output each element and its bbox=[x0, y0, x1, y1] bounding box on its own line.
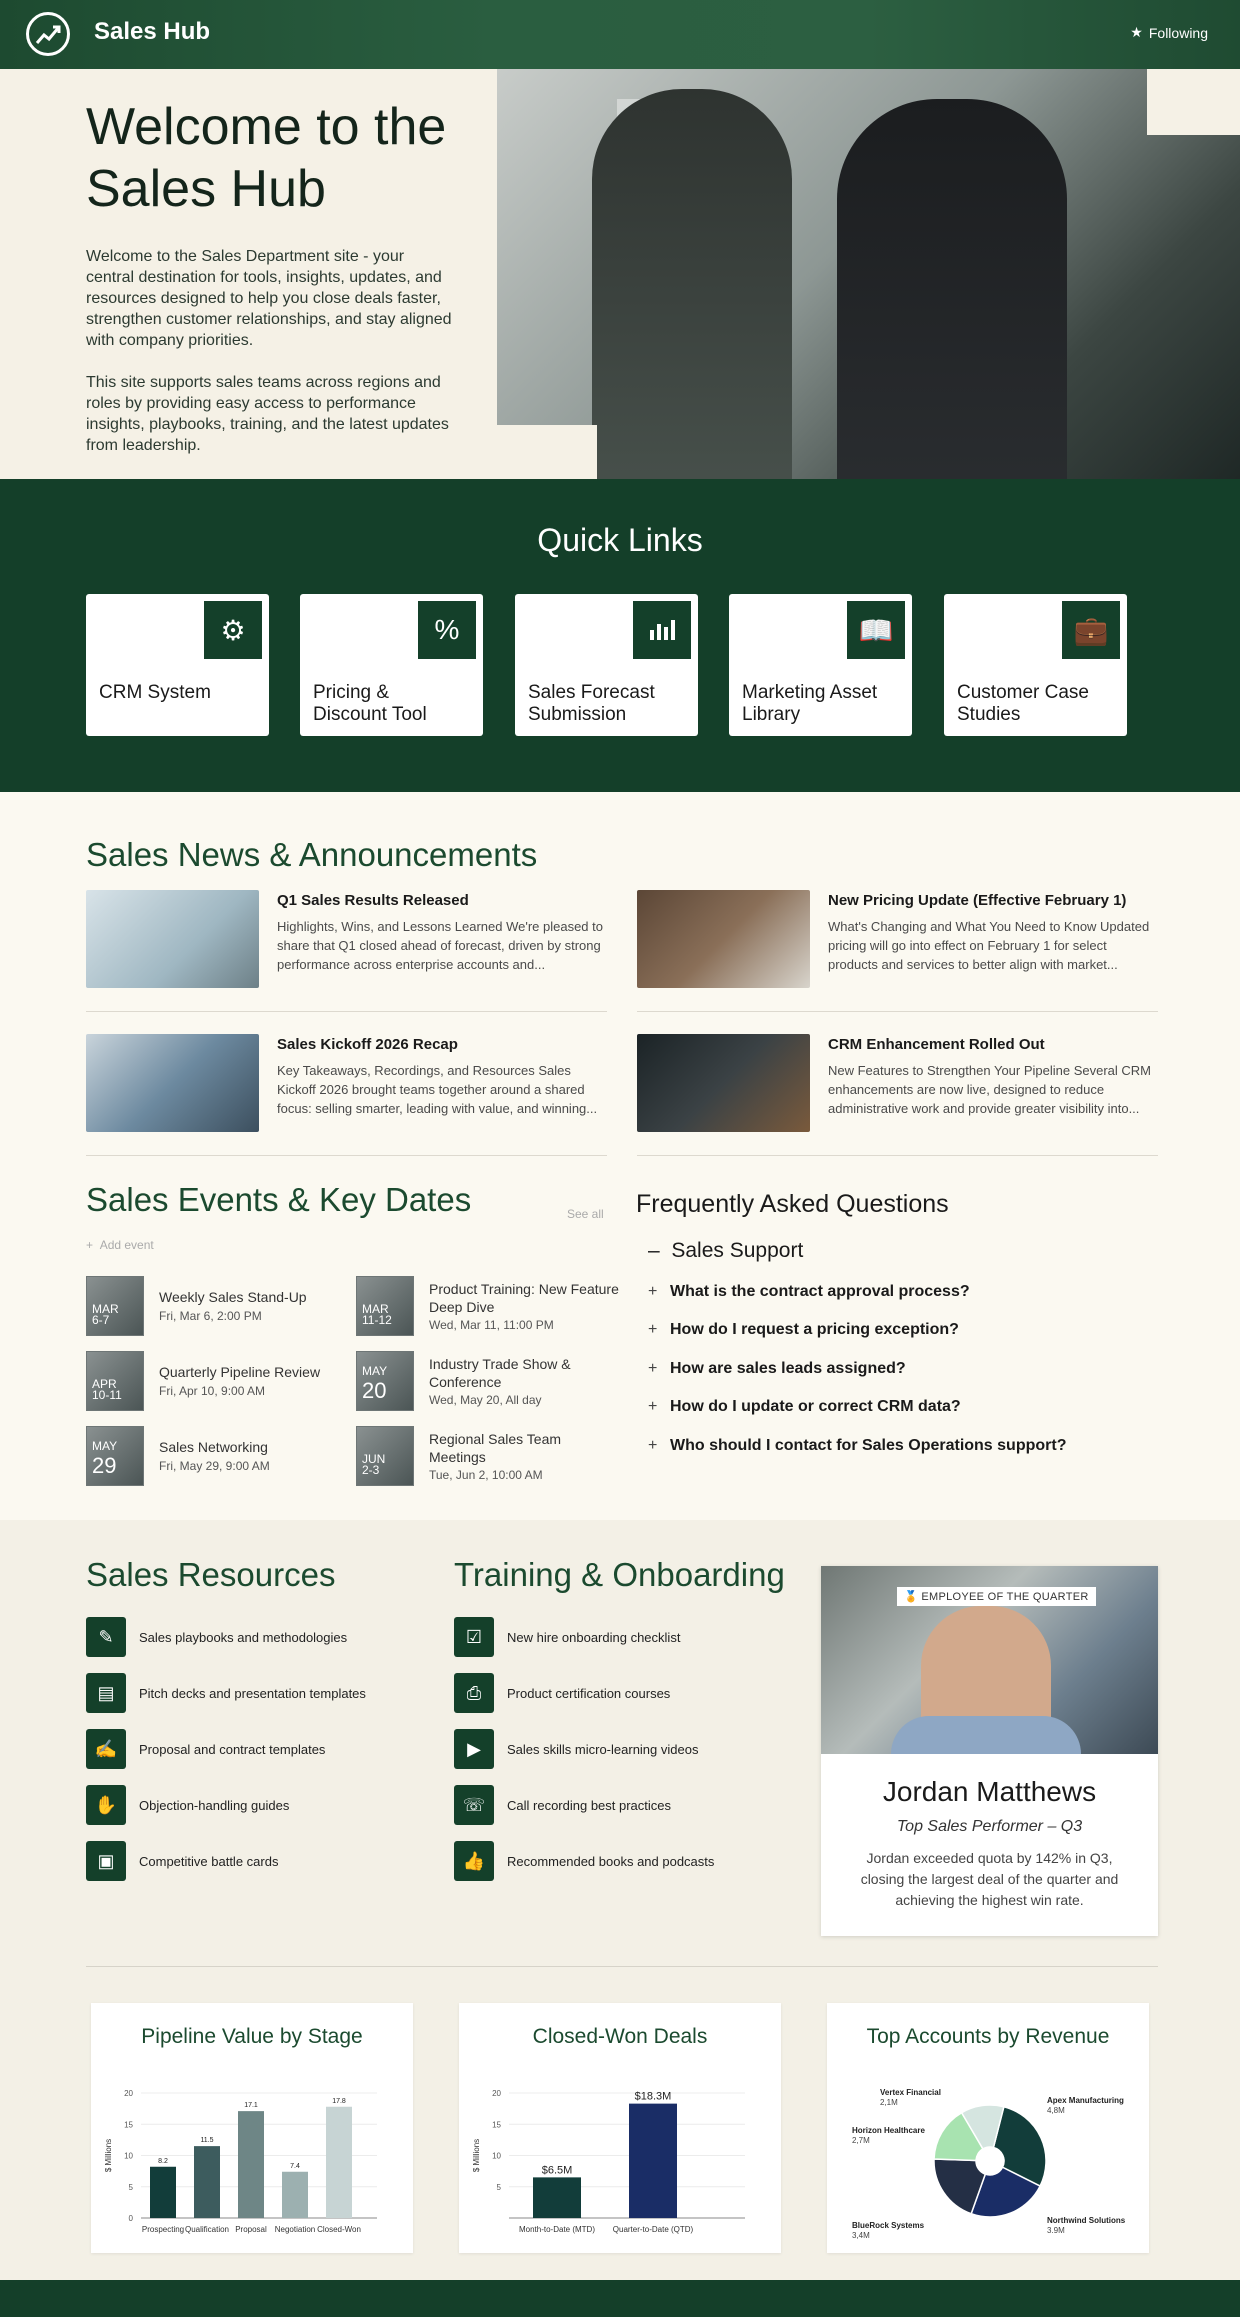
y-tick-label: 10 bbox=[492, 2151, 501, 2161]
quick-link-case-studies[interactable]: 💼 Customer Case Studies bbox=[944, 594, 1127, 736]
y-tick-label: 0 bbox=[128, 2214, 133, 2223]
x-tick-label: Qualification bbox=[184, 2225, 230, 2234]
faq-item[interactable]: + What is the contract approval process? bbox=[648, 1283, 970, 1300]
thumbs-up-icon: 👍 bbox=[454, 1841, 494, 1881]
slice-value: 2,1M bbox=[880, 2098, 898, 2107]
bar-4 bbox=[326, 2107, 352, 2218]
y-tick-label: 20 bbox=[492, 2089, 501, 2098]
data-label: 17.1 bbox=[244, 2102, 258, 2110]
data-label: 7.4 bbox=[290, 2162, 300, 2170]
faq-item[interactable]: + How do I request a pricing exception? bbox=[648, 1321, 959, 1338]
resource-link[interactable]: ▤ Pitch decks and presentation templates bbox=[86, 1673, 366, 1713]
chart-title: Closed-Won Deals bbox=[532, 2025, 708, 2048]
slice-value: 2,7M bbox=[852, 2136, 870, 2145]
presentation-icon: ▤ bbox=[86, 1673, 126, 1713]
plus-icon: + bbox=[648, 1321, 658, 1338]
crm-gear-icon: ⚙ bbox=[204, 601, 262, 659]
id-card-icon: ▣ bbox=[86, 1841, 126, 1881]
playbook-icon: ✎ bbox=[86, 1617, 126, 1657]
bar-1 bbox=[629, 2104, 677, 2218]
news-thumbnail bbox=[86, 890, 259, 988]
y-axis-label: $ Millions bbox=[104, 2138, 113, 2173]
pipeline-bar-chart bbox=[91, 2063, 413, 2248]
x-tick-label: Quarter-to-Date (QTD) bbox=[612, 2225, 694, 2234]
hand-stop-icon: ✋ bbox=[86, 1785, 126, 1825]
event-date-tile: JUN 2-3 bbox=[356, 1426, 414, 1486]
faq-item[interactable]: + How are sales leads assigned? bbox=[648, 1360, 906, 1377]
quick-link-marketing-assets[interactable]: 📖 Marketing Asset Library bbox=[729, 594, 912, 736]
resource-link[interactable]: ✎ Sales playbooks and methodologies bbox=[86, 1617, 347, 1657]
chart-title: Pipeline Value by Stage bbox=[141, 2025, 363, 2048]
employee-description: Jordan exceeded quota by 142% in Q3, closing the largest deal of the quarter and achieving the highest win rate. bbox=[860, 1850, 1119, 1908]
hero-paragraph-1: Welcome to the Sales Department site - your central destination for tools, insights, updates, and resources designed to help you close deals faster, strengthen customer relationships, and stay aligned with company priorities. bbox=[86, 248, 452, 349]
slice-value: 4,8M bbox=[1047, 2106, 1065, 2115]
data-label: 8.2 bbox=[158, 2157, 168, 2165]
sales-hub-logo-icon[interactable] bbox=[26, 12, 70, 56]
news-title: Sales News & Announcements bbox=[86, 836, 538, 873]
training-link[interactable]: ▶ Sales skills micro-learning videos bbox=[454, 1729, 698, 1769]
bar-chart-icon bbox=[633, 601, 691, 659]
plus-icon: + bbox=[648, 1283, 658, 1300]
employee-badge: 🏅 EMPLOYEE OF THE QUARTER bbox=[897, 1587, 1096, 1606]
y-tick-label: 20 bbox=[124, 2089, 133, 2098]
training-link[interactable]: ☑ New hire onboarding checklist bbox=[454, 1617, 680, 1657]
top-bar bbox=[0, 0, 1240, 69]
news-item[interactable]: Q1 Sales Results Released Highlights, Wins, and Lessons Learned We're pleased to share that Q1 closed ahead of forecast, driven by strong performance across enterprise accounts and... bbox=[86, 890, 606, 992]
news-item[interactable]: Sales Kickoff 2026 Recap Key Takeaways, Recordings, and Resources Sales Kickoff 2026 brought teams together around a shared focus: selling smarter, leading with value, and winning... bbox=[86, 1034, 606, 1136]
resource-link[interactable]: ▣ Competitive battle cards bbox=[86, 1841, 278, 1881]
training-link[interactable]: ⎙ Product certification courses bbox=[454, 1673, 670, 1713]
y-tick-label: 15 bbox=[124, 2120, 133, 2130]
closed-won-chart-card bbox=[459, 2003, 781, 2253]
site-title[interactable]: Sales Hub bbox=[94, 18, 211, 45]
resources-title: Sales Resources bbox=[86, 1556, 336, 1593]
bar-3 bbox=[282, 2172, 308, 2218]
event-date-tile: MAR 6-7 bbox=[86, 1276, 144, 1336]
event-date-tile: MAY 20 bbox=[356, 1351, 414, 1411]
quick-link-sales-forecast[interactable]: Sales Forecast Submission bbox=[515, 594, 698, 736]
event-item[interactable]: MAR 6-7 Weekly Sales Stand-Up Fri, Mar 6, 2:00 PM bbox=[86, 1276, 336, 1338]
data-label: $6.5M bbox=[541, 2164, 573, 2177]
y-tick-label: 5 bbox=[496, 2182, 501, 2192]
certificate-icon: ⎙ bbox=[454, 1673, 494, 1713]
event-item[interactable]: JUN 2-3 Regional Sales Team Meetings Tue, Jun 2, 10:00 AM bbox=[356, 1426, 606, 1488]
news-thumbnail bbox=[637, 890, 810, 988]
y-tick-label: 5 bbox=[128, 2182, 133, 2192]
x-tick-label: Negotiation bbox=[274, 2225, 316, 2234]
news-thumbnail bbox=[637, 1034, 810, 1132]
quick-link-crm-system[interactable]: ⚙ CRM System bbox=[86, 594, 269, 736]
briefcase-icon: 💼 bbox=[1062, 601, 1120, 659]
handshake-photo bbox=[497, 69, 1240, 479]
event-item[interactable]: APR 10-11 Quarterly Pipeline Review Fri, Apr 10, 9:00 AM bbox=[86, 1351, 336, 1413]
employee-role: Top Sales Performer – Q3 bbox=[896, 1818, 1083, 1835]
resource-link[interactable]: ✍ Proposal and contract templates bbox=[86, 1729, 325, 1769]
faq-item[interactable]: + Who should I contact for Sales Operations support? bbox=[648, 1437, 1067, 1454]
phone-call-icon: ☏ bbox=[454, 1785, 494, 1825]
resource-link[interactable]: ✋ Objection-handling guides bbox=[86, 1785, 289, 1825]
discount-badge-icon: % bbox=[418, 601, 476, 659]
events-title: Sales Events & Key Dates bbox=[86, 1181, 472, 1218]
following-button[interactable]: ★ Following bbox=[1130, 24, 1208, 41]
top-accounts-donut-chart bbox=[827, 2063, 1149, 2248]
y-tick-label: 15 bbox=[492, 2120, 501, 2130]
hero-title: Welcome to the Sales Hub bbox=[86, 98, 447, 218]
event-item[interactable]: MAR 11-12 Product Training: New Feature Deep Dive Wed, Mar 11, 11:00 PM bbox=[356, 1276, 606, 1338]
hero-corner bbox=[497, 425, 597, 479]
plus-icon: + bbox=[86, 1238, 94, 1252]
data-label: 11.5 bbox=[200, 2137, 214, 2145]
quick-links-title: Quick Links bbox=[537, 522, 703, 558]
training-link[interactable]: 👍 Recommended books and podcasts bbox=[454, 1841, 714, 1881]
employee-name: Jordan Matthews bbox=[882, 1776, 1097, 1807]
footer bbox=[0, 2280, 1240, 2317]
y-tick-label: 10 bbox=[124, 2151, 133, 2161]
data-label: 17.8 bbox=[332, 2097, 346, 2105]
news-item[interactable]: New Pricing Update (Effective February 1) What's Changing and What You Need to Know Updated pricing will go into effect on February 1 for select products and services to better align with market... bbox=[637, 890, 1157, 992]
slice-name: Northwind Solutions bbox=[1047, 2216, 1126, 2225]
y-axis-label: $ Millions bbox=[472, 2138, 481, 2173]
closed-won-bar-chart bbox=[459, 2063, 781, 2248]
play-video-icon: ▶ bbox=[454, 1729, 494, 1769]
top-accounts-chart-card bbox=[827, 2003, 1149, 2253]
data-label: $18.3M bbox=[634, 2090, 672, 2103]
faq-item[interactable]: + How do I update or correct CRM data? bbox=[648, 1398, 961, 1415]
slice-value: 3.9M bbox=[1047, 2226, 1065, 2235]
bar-2 bbox=[238, 2111, 264, 2218]
section-divider bbox=[86, 1966, 1158, 1967]
add-event-button[interactable]: + Add event bbox=[86, 1238, 154, 1252]
chart-title: Top Accounts by Revenue bbox=[866, 2025, 1110, 2048]
event-date-tile: MAY 29 bbox=[86, 1426, 144, 1486]
slice-name: Horizon Healthcare bbox=[852, 2126, 925, 2135]
contract-icon: ✍ bbox=[86, 1729, 126, 1769]
quick-link-pricing-tool[interactable]: % Pricing & Discount Tool bbox=[300, 594, 483, 736]
star-icon: ★ bbox=[1130, 24, 1143, 40]
plus-icon: + bbox=[648, 1437, 658, 1454]
news-thumbnail bbox=[86, 1034, 259, 1132]
x-tick-label: Proposal bbox=[235, 2225, 267, 2234]
training-link[interactable]: ☏ Call recording best practices bbox=[454, 1785, 671, 1825]
x-tick-label: Month-to-Date (MTD) bbox=[518, 2225, 596, 2234]
event-date-tile: MAR 11-12 bbox=[356, 1276, 414, 1336]
slice-name: BlueRock Systems bbox=[852, 2221, 925, 2230]
open-book-icon: 📖 bbox=[847, 601, 905, 659]
slice-name: Apex Manufacturing bbox=[1047, 2096, 1124, 2105]
news-item[interactable]: CRM Enhancement Rolled Out New Features to Strengthen Your Pipeline Several CRM enhancements are now live, designed to reduce administrative work and provide greater visibility into... bbox=[637, 1034, 1157, 1136]
event-item[interactable]: MAY 20 Industry Trade Show & Conference Wed, May 20, All day bbox=[356, 1351, 606, 1413]
bar-1 bbox=[194, 2146, 220, 2218]
plus-icon: + bbox=[648, 1360, 658, 1377]
employee-of-quarter-card bbox=[821, 1566, 1158, 1936]
faq-section-sales-support[interactable]: – Sales Support bbox=[648, 1239, 804, 1262]
plus-icon: + bbox=[648, 1398, 658, 1415]
hero-paragraph-2: This site supports sales teams across regions and roles by providing easy access to performance insights, playbooks, training, and the latest updates from leadership. bbox=[86, 374, 449, 454]
slice-value: 3,4M bbox=[852, 2231, 870, 2240]
see-all-link[interactable]: See all bbox=[567, 1207, 604, 1221]
x-tick-label: Prospecting bbox=[141, 2225, 185, 2234]
bar-0 bbox=[150, 2167, 176, 2218]
x-tick-label: Closed-Won bbox=[317, 2225, 361, 2234]
award-icon: 🏅 bbox=[904, 1591, 918, 1603]
bar-0 bbox=[533, 2177, 581, 2218]
minus-icon: – bbox=[648, 1239, 660, 1262]
event-date-tile: APR 10-11 bbox=[86, 1351, 144, 1411]
checklist-icon: ☑ bbox=[454, 1617, 494, 1657]
event-item[interactable]: MAY 29 Sales Networking Fri, May 29, 9:00 AM bbox=[86, 1426, 336, 1488]
faq-title: Frequently Asked Questions bbox=[636, 1190, 949, 1218]
slice-name: Vertex Financial bbox=[880, 2088, 941, 2097]
training-title: Training & Onboarding bbox=[454, 1556, 785, 1593]
pipeline-chart-card bbox=[91, 2003, 413, 2253]
